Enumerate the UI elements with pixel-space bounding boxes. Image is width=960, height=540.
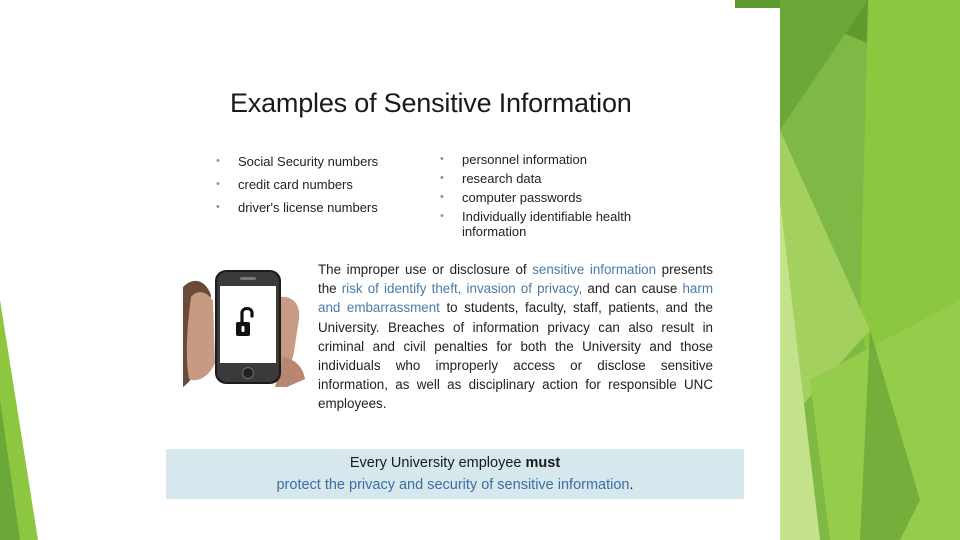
phone-unlock-image [183, 267, 310, 387]
paragraph-text: and can cause [582, 281, 683, 297]
callout-line-2 [166, 477, 744, 493]
callout-blue-text: protect the privacy and security of sensitive information [276, 477, 630, 493]
left-bullet-list [216, 154, 416, 223]
callout-period: . [629, 477, 634, 493]
callout-box [166, 449, 744, 499]
highlight-harm-embarrassment: harm and embarrassment [318, 281, 713, 316]
paragraph-text: The improper use or disclosure of [318, 262, 533, 277]
highlight-identity-theft: risk of identify theft, invasion of privacy, [341, 281, 583, 297]
callout-emphasis: must [525, 455, 561, 471]
list-item: • driver's license numbers [216, 200, 416, 215]
list-item: • personnel information [440, 152, 650, 167]
callout-line-1 [166, 455, 744, 471]
highlight-sensitive-information: sensitive information [532, 262, 657, 277]
list-item: • credit card numbers [216, 177, 416, 192]
callout-text: Every University employee [349, 455, 526, 471]
paragraph-text: to students, faculty, staff, patients, and the University. Breaches of information privacy can also result in criminal and civil penalties for both the University and those individuals who improperly access or disclose sensitive information, as well as disciplinary action for responsible UNC employees. [318, 300, 713, 412]
paragraph-text: presents the [318, 262, 714, 297]
list-item: • Individually identifiable health information [440, 209, 650, 239]
list-item: • Social Security numbers [216, 154, 416, 169]
right-bullet-list [440, 152, 650, 243]
list-item: • computer passwords [440, 190, 650, 205]
slide-title: Examples of Sensitive Information [230, 88, 632, 118]
privacy-paragraph [318, 260, 713, 414]
list-item: • research data [440, 171, 650, 186]
